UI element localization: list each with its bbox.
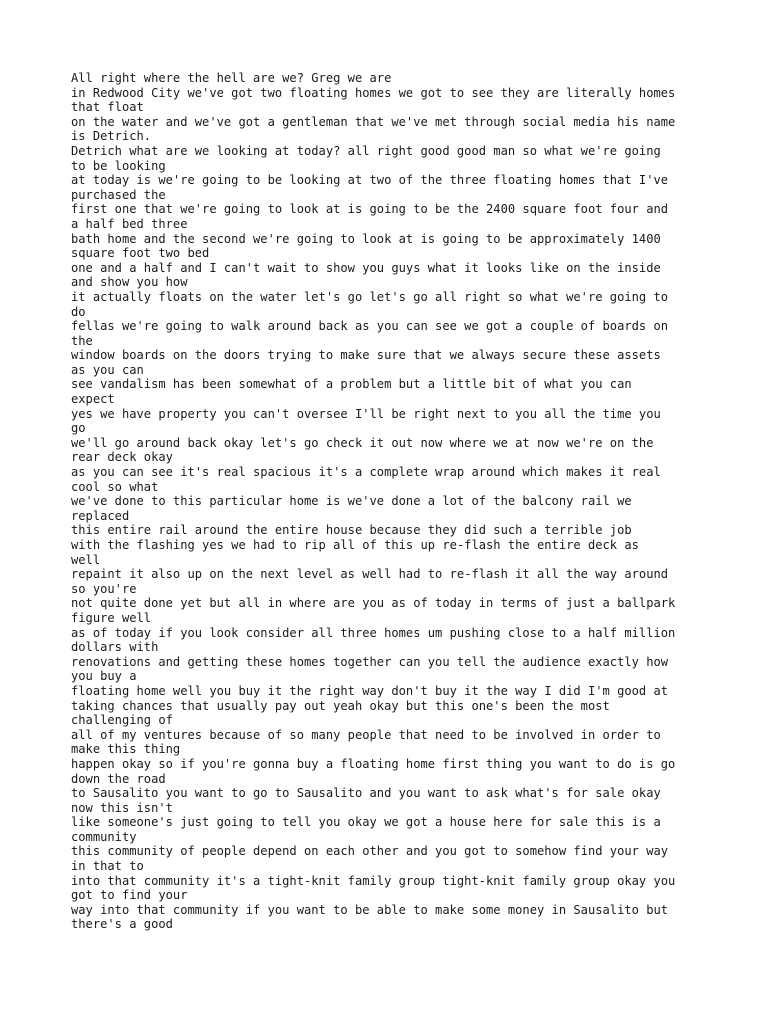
- text-line: a half bed three: [71, 216, 188, 231]
- text-line: community: [71, 829, 137, 844]
- text-line: All right where the hell are we? Greg we are: [71, 71, 392, 85]
- text-line: is Detrich.: [71, 129, 152, 144]
- text-line: cool so what: [71, 479, 159, 494]
- text-line: dollars with: [71, 640, 159, 655]
- text-line: we've done to this particular home is we've done a lot of the balcony rail we: [71, 494, 632, 509]
- text-line: that float: [71, 100, 144, 115]
- text-line: make this thing: [71, 742, 181, 757]
- text-line: with the flashing yes we had to rip all of this up re-flash the entire deck as: [71, 538, 639, 552]
- text-line: well: [71, 552, 101, 567]
- text-line: into that community it's a tight-knit family group tight-knit family group okay you: [71, 873, 676, 888]
- text-line: do: [71, 304, 86, 319]
- text-line: at today is we're going to be looking at two of the three floating homes that I've: [71, 173, 669, 188]
- text-line: down the road: [71, 771, 166, 786]
- text-line: as of today if you look consider all three homes um pushing close to a half million: [71, 625, 676, 640]
- text-line: got to find your: [71, 888, 188, 903]
- text-line: to be looking: [71, 158, 166, 173]
- text-line: Detrich what are we looking at today? all right good good man so what we're going: [71, 143, 661, 158]
- text-line: happen okay so if you're gonna buy a floating home first thing you want to do is go: [71, 756, 676, 771]
- text-line: not quite done yet but all in where are you as of today in terms of just a ballpark: [71, 596, 676, 611]
- text-line: in that to: [71, 859, 144, 874]
- text-line: renovations and getting these homes together can you tell the audience exactly how: [71, 654, 669, 669]
- text-line: go: [71, 421, 86, 436]
- text-line: see vandalism has been somewhat of a problem but a little bit of what you can: [71, 377, 632, 392]
- text-line: challenging of: [71, 713, 173, 728]
- text-line: we'll go around back okay let's go check it out now where we at now we're on the: [71, 435, 654, 450]
- text-line: on the water and we've got a gentleman that we've met through social media his name: [71, 114, 676, 129]
- text-line: repaint it also up on the next level as well had to re-flash it all the way around: [71, 567, 669, 582]
- text-line: the: [71, 333, 93, 348]
- text-line: figure well: [71, 610, 152, 625]
- text-line: bath home and the second we're going to look at is going to be approximately 1400: [71, 231, 661, 246]
- text-line: all of my ventures because of so many people that need to be involved in order to: [71, 727, 661, 742]
- text-line: rear deck okay: [71, 450, 173, 465]
- text-line: so you're: [71, 581, 137, 596]
- text-line: there's a good: [71, 917, 173, 932]
- text-line: window boards on the doors trying to make sure that we always secure these assets: [71, 348, 661, 363]
- text-line: as you can: [71, 362, 144, 377]
- text-line: this entire rail around the entire house because they did such a terrible job: [71, 523, 632, 538]
- text-line: this community of people depend on each other and you got to somehow find your way: [71, 844, 669, 859]
- transcript-text: [71, 71, 731, 932]
- text-line: yes we have property you can't oversee I'll be right next to you all the time you: [71, 406, 661, 421]
- text-line: expect: [71, 392, 115, 407]
- text-line: fellas we're going to walk around back as you can see we got a couple of boards on: [71, 319, 669, 334]
- text-line: first one that we're going to look at is going to be the 2400 square foot four and: [71, 202, 669, 217]
- text-line: it actually floats on the water let's go let's go all right so what we're going to: [71, 289, 669, 304]
- text-line: now this isn't: [71, 800, 173, 815]
- text-line: as you can see it's real spacious it's a complete wrap around which makes it real: [71, 465, 661, 480]
- text-line: replaced: [71, 508, 130, 523]
- text-line: to Sausalito you want to go to Sausalito and you want to ask what's for sale okay: [71, 786, 661, 801]
- text-line: in Redwood City we've got two floating homes we got to see they are literally homes: [71, 85, 676, 100]
- text-line: you buy a: [71, 669, 137, 684]
- text-line: one and a half and I can't wait to show you guys what it looks like on the inside: [71, 260, 661, 275]
- text-line: floating home well you buy it the right way don't buy it the way I did I'm good at: [71, 683, 669, 698]
- text-line: like someone's just going to tell you okay we got a house here for sale this is a: [71, 815, 661, 830]
- text-line: and show you how: [71, 275, 188, 290]
- text-line: square foot two bed: [71, 246, 210, 261]
- text-line: purchased the: [71, 187, 166, 202]
- text-line: taking chances that usually pay out yeah okay but this one's been the most: [71, 698, 610, 713]
- text-line: way into that community if you want to be able to make some money in Sausalito but: [71, 902, 669, 917]
